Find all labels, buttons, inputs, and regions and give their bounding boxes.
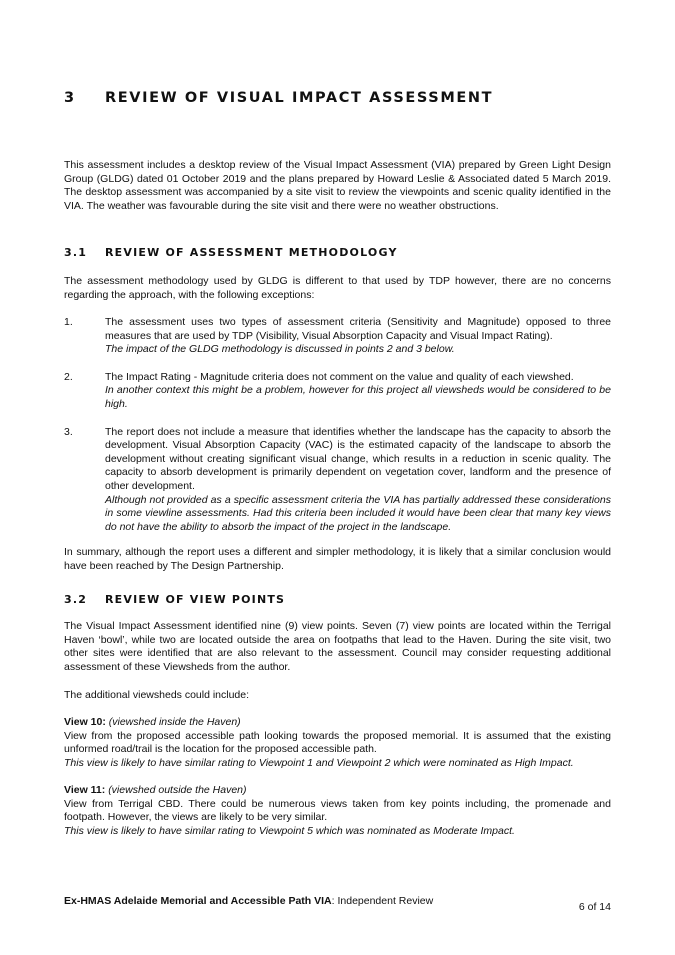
section-3-1-summary: In summary, although the report uses a different and simpler methodology, it is likely that a similar conclusion would have been reached by The Design Partnership. [64,546,611,572]
section-3-2-heading [64,593,611,606]
view-11-label: View 11: [64,784,106,796]
view-10-qualifier: (viewshed inside the Haven) [108,716,241,728]
section-3-2-intro: The Visual Impact Assessment identified nine (9) view points. Seven (7) view points are located within the Terrigal Haven ‘bowl’, while two are located outside the area on footpaths that lead to the Haven. During the site visit, two other sites were identified that are also relevant to the assessment. Council may consider requesting additional assessment of these Viewsheds from the author. [64,620,611,673]
section-3-heading [64,90,611,106]
list-item-number: 2. [64,370,73,383]
section-3-title: REVIEW OF VISUAL IMPACT ASSESSMENT [105,90,494,106]
view-11-block [64,784,611,838]
footer-doc-subtitle: : Independent Review [331,895,434,907]
list-item-note: The impact of the GLDG methodology is discussed in points 2 and 3 below. [105,343,455,356]
section-3-1-number: 3.1 [64,246,88,259]
section-3-number: 3 [64,90,76,106]
list-item-text: The assessment uses two types of assessment criteria (Sensitivity and Magnitude) opposed to three measures that are used by TDP (Visibility, Visual Absorption Capacity and Visual Impact Rating). [105,316,611,342]
view-11-text: View from Terrigal CBD. There could be numerous views taken from key points including, the promenade and footpath. However, the views are likely to be very similar. [64,797,611,824]
footer-doc-title: Ex-HMAS Adelaide Memorial and Accessible Path VIA [64,895,332,907]
section-3-1-summary-block [64,546,611,573]
list-item-text: The Impact Rating - Magnitude criteria does not comment on the value and quality of each viewshed. [105,370,574,383]
exception-item-1 [64,316,611,357]
view-11-qualifier: (viewshed outside the Haven) [108,784,247,796]
section-3-1-intro-block [64,275,611,302]
section-3-2-intro-block [64,620,611,674]
view-10-heading [64,716,611,730]
view-10-text: View from the proposed accessible path looking towards the proposed memorial. It is assumed that the existing unformed road/trail is the location for the proposed accessible path. [64,729,611,756]
section-3-2-heading-block [64,593,611,606]
list-item-number: 3. [64,425,73,438]
section-3-1-heading-block [64,246,611,259]
section-3-1-title: REVIEW OF ASSESSMENT METHODOLOGY [105,246,398,259]
list-item-note: In another context this might be a problem, however for this project all viewsheds would be considered to be high. [105,384,611,410]
exception-item-3 [64,426,611,535]
list-item-note: Although not provided as a specific assessment criteria the VIA has partially addressed these considerations in some viewline assessments. Had this criteria been included it would have been clear that many key views do not have the ability to absorb the impact of the project in the landscape. [105,493,611,533]
view-10-label: View 10: [64,716,106,728]
page-footer [64,895,433,907]
list-item-number: 1. [64,316,73,328]
section-3-2-title: REVIEW OF VIEW POINTS [105,593,286,606]
exceptions-list [64,316,611,534]
section-3-intro-block [64,159,611,213]
section-3-1-heading [64,246,611,259]
section-3-1-intro: The assessment methodology used by GLDG is different to that used by TDP however, there are no concerns regarding the approach, with the following exceptions: [64,275,611,301]
view-10-block [64,716,611,770]
view-10-note: This view is likely to have similar rating to Viewpoint 1 and Viewpoint 2 which were nominated as High Impact. [64,756,574,769]
section-3-intro: This assessment includes a desktop review of the Visual Impact Assessment (VIA) prepared by Green Light Design Group (GLDG) dated 01 October 2019 and the plans prepared by Howard Leslie & Associated dated 5 March 2019. The desktop assessment was accompanied by a site visit to review the viewpoints and scenic quality identified in the VIA. The weather was favourable during the site visit and there were no weather obstructions. [64,159,611,212]
page-number: 6 of 14 [578,901,611,913]
view-11-note: This view is likely to have similar rating to Viewpoint 5 which was nominated as Moderate Impact. [64,824,515,837]
list-item-text: The report does not include a measure that identifies whether the landscape has the capacity to absorb the development. Visual Absorption Capacity (VAC) is the estimated capacity of the landscape to absorb the development without creating significant visual change, which results in a reduction in scenic quality. The capacity to absorb development is primarily dependent on vegetation cover, landform and the presence of other development. [105,425,611,492]
exceptions-list-block [64,316,611,548]
exception-item-2 [64,371,611,412]
section-3-2-lead: The additional viewsheds could include: [64,689,250,701]
section-3-2-number: 3.2 [64,593,88,606]
section-3-2-lead-block [64,689,611,703]
view-11-heading [64,784,611,798]
